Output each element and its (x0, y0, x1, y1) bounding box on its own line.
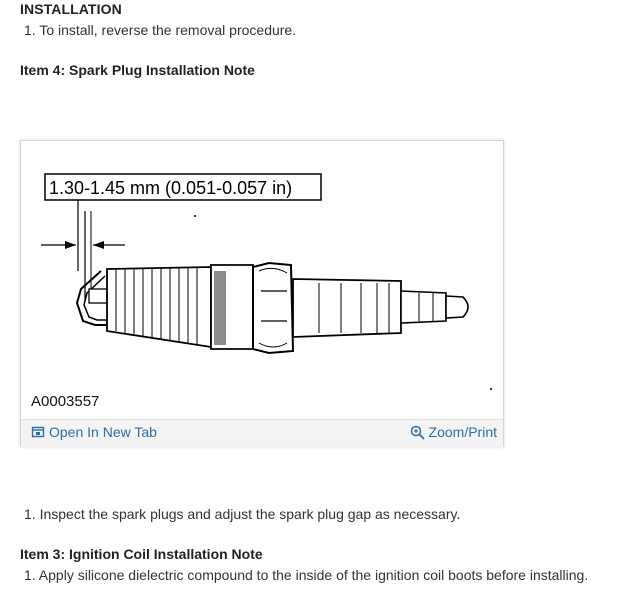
open-in-new-tab-link[interactable] (31, 424, 157, 440)
open-in-new-tab-icon (31, 425, 45, 439)
figure-toolbar (21, 419, 503, 447)
installation-heading: INSTALLATION (20, 1, 122, 17)
spark-plug-figure (20, 140, 504, 447)
magnifier-icon (410, 425, 425, 440)
gap-label: 1.30-1.45 mm (0.051-0.057 in) (49, 178, 293, 198)
item-4-heading: Item 4: Spark Plug Installation Note (20, 62, 255, 78)
installation-step-1: 1. To install, reverse the removal procedure. (24, 22, 297, 38)
item-3-heading: Item 3: Ignition Coil Installation Note (20, 546, 263, 562)
inspect-step-1: 1. Inspect the spark plugs and adjust the spark plug gap as necessary. (24, 506, 461, 522)
zoom-print-label: Zoom/Print (428, 424, 497, 440)
open-in-new-tab-label: Open In New Tab (49, 424, 157, 440)
figure-id: A0003557 (31, 393, 100, 410)
item-3-step-1: 1. Apply silicone dielectric compound to the inside of the ignition coil boots before installing. (24, 567, 589, 583)
spark-plug-illustration (21, 141, 503, 419)
zoom-print-link[interactable] (410, 424, 497, 440)
